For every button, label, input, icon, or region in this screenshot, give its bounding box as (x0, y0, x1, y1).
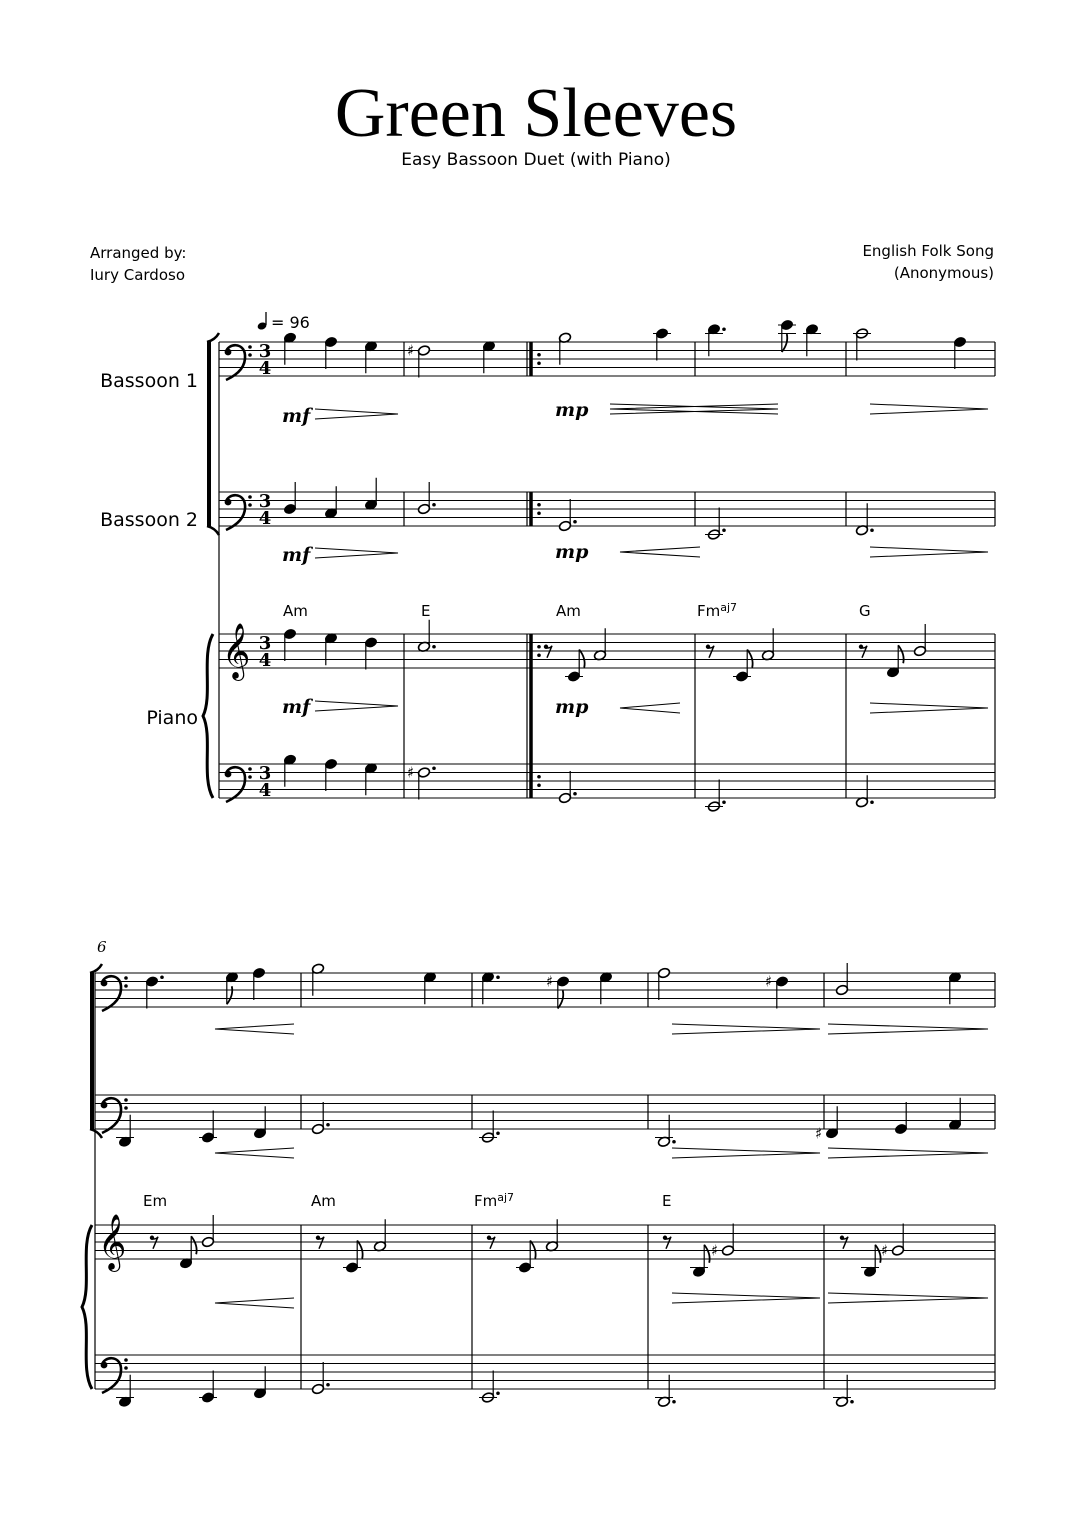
piano-brace (203, 634, 213, 798)
note-flag (747, 650, 752, 668)
dot (573, 792, 577, 796)
time-signature-bottom: 4 (258, 780, 272, 801)
dot (432, 645, 436, 649)
note (558, 499, 576, 532)
note-flag (191, 1236, 196, 1254)
note (311, 963, 324, 996)
decrescendo-hairpin (870, 547, 988, 557)
note (199, 1111, 217, 1144)
chord-symbol: Em (143, 1192, 168, 1210)
note (778, 319, 796, 352)
note-flag (782, 334, 787, 352)
measure-number: 6 (97, 938, 107, 956)
dot (722, 800, 726, 804)
decrescendo-hairpin (672, 1148, 820, 1158)
chord-symbol: Am (283, 602, 308, 620)
note (311, 1102, 329, 1135)
note (364, 478, 377, 511)
note-flag (530, 1241, 535, 1259)
dot (326, 1123, 330, 1127)
composer-line-2: (Anonymous) (893, 264, 994, 282)
note (761, 628, 774, 661)
sharp-sign: ♯ (765, 972, 773, 991)
note (593, 628, 606, 661)
note (861, 1245, 881, 1278)
note (373, 1219, 386, 1252)
repeat-dot (537, 353, 541, 357)
crescendo-hairpin (215, 1148, 294, 1158)
decrescendo-hairpin (672, 1293, 820, 1303)
note (833, 1375, 854, 1408)
note (482, 340, 495, 373)
crescendo-hairpin (610, 404, 778, 414)
decrescendo-hairpin (315, 548, 398, 558)
note (690, 1245, 710, 1278)
note (311, 1362, 329, 1395)
note (855, 503, 873, 536)
note (599, 971, 612, 1004)
sharp-sign: ♯ (407, 341, 415, 360)
crescendo-hairpin (215, 1024, 294, 1034)
note (252, 967, 265, 1000)
note (558, 771, 576, 804)
composer-line-1: English Folk Song (862, 242, 994, 260)
note (913, 624, 926, 657)
note (417, 620, 435, 653)
note (283, 754, 296, 787)
note (283, 332, 296, 365)
note-flag (898, 645, 903, 663)
ensemble-bracket (207, 333, 219, 535)
note (417, 482, 435, 515)
time-signature-top: 3 (258, 491, 272, 512)
note (948, 971, 961, 1004)
note (283, 482, 296, 515)
note (324, 486, 337, 519)
note (145, 975, 163, 1008)
note (364, 340, 377, 373)
note (853, 328, 871, 361)
instrument-label-bassoon-1: Bassoon 1 (100, 370, 198, 392)
dot (722, 327, 726, 331)
repeat-dot (537, 361, 541, 365)
chord-symbol: $Fm^{aj7}$ (697, 601, 738, 620)
dynamic-marking: mp (555, 696, 589, 718)
decrescendo-hairpin (672, 1024, 820, 1034)
note (705, 323, 726, 356)
dot (672, 1140, 676, 1144)
note (565, 650, 585, 683)
note (479, 1371, 500, 1404)
dot (496, 1391, 500, 1395)
instrument-label-piano: Piano (146, 707, 198, 729)
chord-symbol: E (662, 1192, 672, 1210)
dot (496, 1131, 500, 1135)
note (894, 1102, 907, 1135)
decrescendo-hairpin (828, 1293, 988, 1303)
note (364, 637, 377, 670)
score-title: Green Sleeves (334, 75, 738, 152)
decrescendo-hairpin (870, 703, 988, 713)
time-signature-top: 3 (258, 633, 272, 654)
note (179, 1236, 196, 1269)
dynamic-marking: mp (555, 399, 589, 421)
dot (870, 528, 874, 532)
dynamic-marking: mf (282, 696, 311, 718)
note (835, 963, 848, 996)
repeat-dot (537, 645, 541, 649)
dot (432, 503, 436, 507)
note (253, 1366, 266, 1399)
note (423, 971, 436, 1004)
note (479, 1111, 500, 1144)
decrescendo-hairpin (828, 1024, 988, 1034)
score-subtitle: Easy Bassoon Duet (with Piano) (401, 150, 671, 170)
decrescendo-hairpin (315, 701, 398, 711)
note (324, 758, 337, 791)
note-flag (704, 1245, 709, 1263)
arranger-label: Arranged by: (90, 244, 187, 262)
chord-symbol: $Fm^{aj7}$ (474, 1191, 515, 1210)
note (855, 775, 873, 808)
treble-clef: 𝄞 (98, 1214, 127, 1270)
repeat-dot (537, 511, 541, 515)
sharp-sign: ♯ (546, 972, 554, 991)
repeat-dot (537, 653, 541, 657)
note (558, 332, 571, 365)
note (953, 336, 966, 369)
dynamic-marking: mf (282, 405, 311, 427)
note (653, 328, 671, 361)
sharp-sign: ♯ (815, 1124, 823, 1143)
note (199, 1371, 217, 1404)
note (324, 336, 337, 369)
note (516, 1241, 536, 1274)
sharp-sign: ♯ (881, 1241, 889, 1260)
repeat-dot (537, 783, 541, 787)
dot (850, 1400, 854, 1404)
treble-clef: 𝄞 (222, 623, 251, 679)
note (948, 1098, 961, 1131)
note (324, 632, 337, 665)
instrument-label-bassoon-2: Bassoon 2 (100, 509, 198, 531)
note (803, 323, 821, 356)
decrescendo-hairpin (315, 409, 398, 419)
note (545, 1219, 558, 1252)
dot (573, 520, 577, 524)
time-signature-top: 3 (258, 341, 272, 362)
note (343, 1241, 363, 1274)
time-signature-top: 3 (258, 763, 272, 784)
chord-symbol: G (859, 602, 871, 620)
note (253, 1106, 266, 1139)
decrescendo-hairpin (870, 404, 988, 414)
note (657, 967, 670, 1000)
dot (160, 975, 164, 979)
note (705, 508, 726, 541)
note-flag (227, 986, 232, 1004)
note (886, 645, 903, 678)
note (655, 1375, 676, 1408)
time-signature-bottom: 4 (258, 358, 272, 379)
repeat-dot (537, 775, 541, 779)
note (733, 650, 753, 683)
tempo-text: = 96 (271, 313, 310, 332)
piano-brace (82, 1225, 92, 1389)
note-flag (357, 1241, 362, 1259)
time-signature-bottom: 4 (258, 508, 272, 529)
note-flag (579, 650, 584, 668)
dot (722, 528, 726, 532)
sharp-sign: ♯ (711, 1241, 719, 1260)
time-signature-bottom: 4 (258, 650, 272, 671)
dot (672, 1400, 676, 1404)
note (705, 780, 726, 813)
crescendo-hairpin (620, 703, 680, 713)
repeat-dot (537, 503, 541, 507)
decrescendo-hairpin (610, 404, 778, 414)
dynamic-marking: mf (282, 544, 311, 566)
chord-symbol: E (421, 602, 431, 620)
note (364, 762, 377, 795)
note (283, 628, 296, 661)
crescendo-hairpin (215, 1298, 294, 1308)
dot (496, 975, 500, 979)
dot (326, 1383, 330, 1387)
dynamic-marking: mp (555, 541, 589, 563)
sharp-sign: ♯ (407, 763, 415, 782)
chord-symbol: Am (311, 1192, 336, 1210)
arranger-name: Iury Cardoso (90, 266, 186, 284)
note-flag (875, 1245, 880, 1263)
note (201, 1215, 214, 1248)
tempo-marking (257, 312, 310, 332)
chord-symbol: Am (556, 602, 581, 620)
dot (432, 766, 436, 770)
note (225, 971, 238, 1004)
dot (870, 800, 874, 804)
note-flag (558, 991, 563, 1009)
decrescendo-hairpin (828, 1148, 988, 1158)
note (481, 971, 499, 1004)
note (655, 1115, 676, 1148)
crescendo-hairpin (620, 547, 700, 557)
